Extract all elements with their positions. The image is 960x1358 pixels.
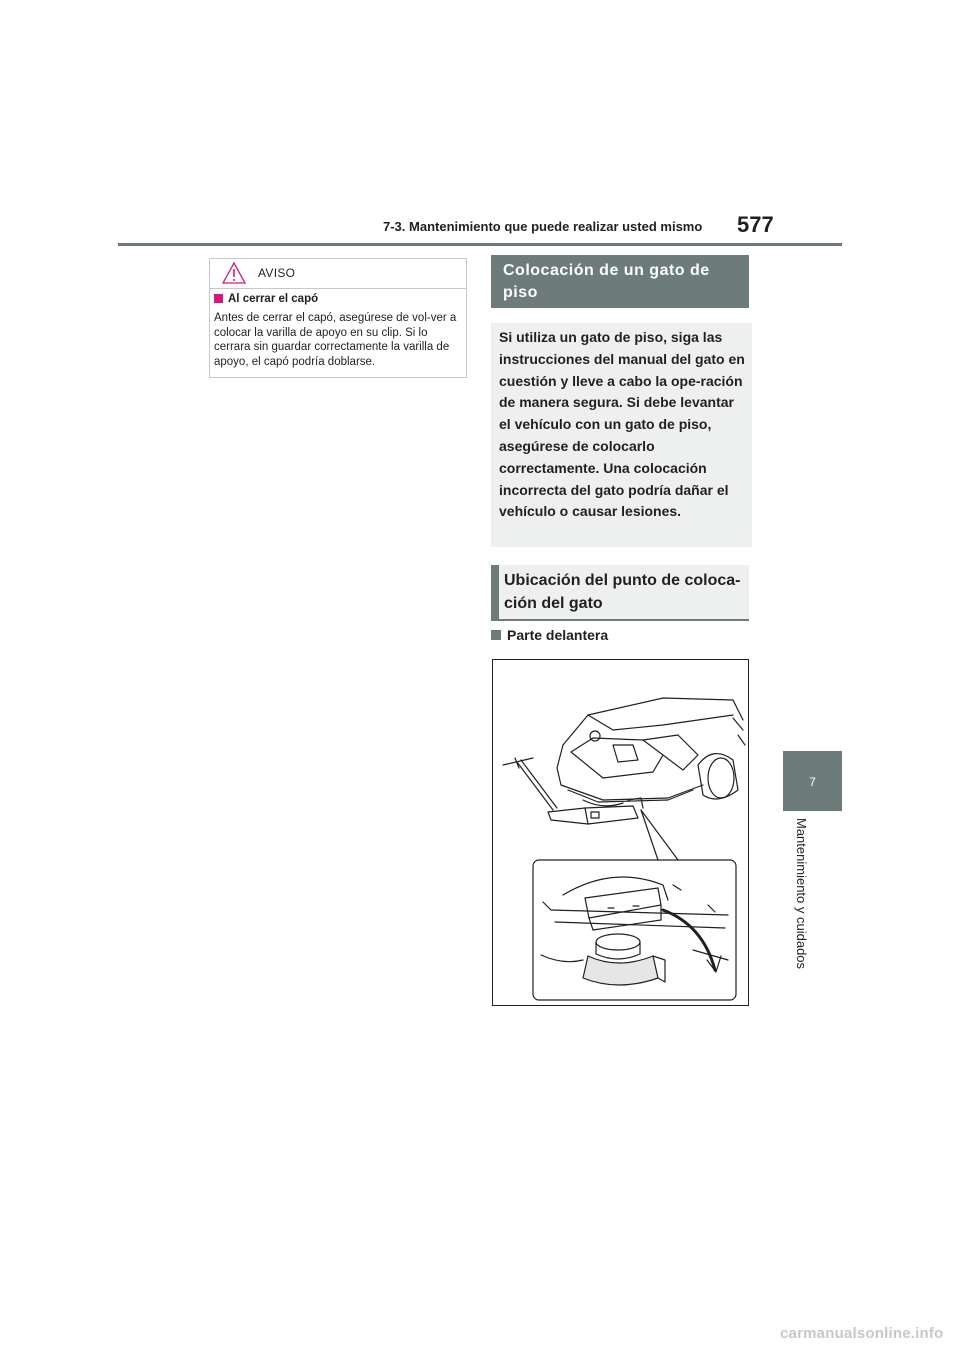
chapter-title: Mantenimiento y cuidados — [794, 818, 809, 970]
chapter-number: 7 — [809, 775, 816, 789]
header-divider — [118, 243, 842, 246]
heading-accent-bar — [491, 565, 499, 621]
floor-jack-heading-text: Colocación de un gato de piso — [503, 262, 710, 301]
warning-box — [209, 258, 467, 378]
page-number: 577 — [737, 212, 774, 237]
watermark: carmanualsonline.info — [780, 1325, 944, 1342]
jack-point-heading — [491, 565, 749, 621]
floor-jack-info-text: Si utiliza un gato de piso, siga las instrucciones del manual del gato en cuestión y lleve a cabo la ope-ración de manera segura. Si debe levantar el vehículo con un gato de piso, asegúrese de colocarlo correctamente. Una colocación incorrecta del gato podría dañar el vehículo o causar lesiones. — [499, 329, 745, 520]
warning-icon — [222, 262, 246, 284]
section-title: 7-3. Mantenimiento que puede realizar usted mismo — [383, 219, 703, 234]
jack-point-heading-text: Ubicación del punto de coloca-ción del gato — [504, 572, 741, 612]
square-bullet-icon — [491, 630, 501, 640]
floor-jack-info-box — [491, 323, 752, 547]
front-subheading: Parte delantera — [491, 627, 608, 643]
jack-point-figure — [492, 659, 749, 1006]
warning-text: Antes de cerrar el capó, asegúrese de vol-ver a colocar la varilla de apoyo en su clip. Si lo cerrara sin guardar correctamente la varilla de apoyo, el capó podría doblarse. — [214, 312, 457, 368]
floor-jack-heading — [491, 255, 749, 308]
square-bullet-icon — [214, 294, 223, 303]
warning-title: AVISO — [258, 266, 296, 280]
chapter-tab[interactable] — [783, 751, 842, 811]
floor-jack-illustration — [493, 660, 750, 1007]
warning-header — [210, 259, 466, 289]
warning-subtitle: Al cerrar el capó — [214, 293, 318, 305]
